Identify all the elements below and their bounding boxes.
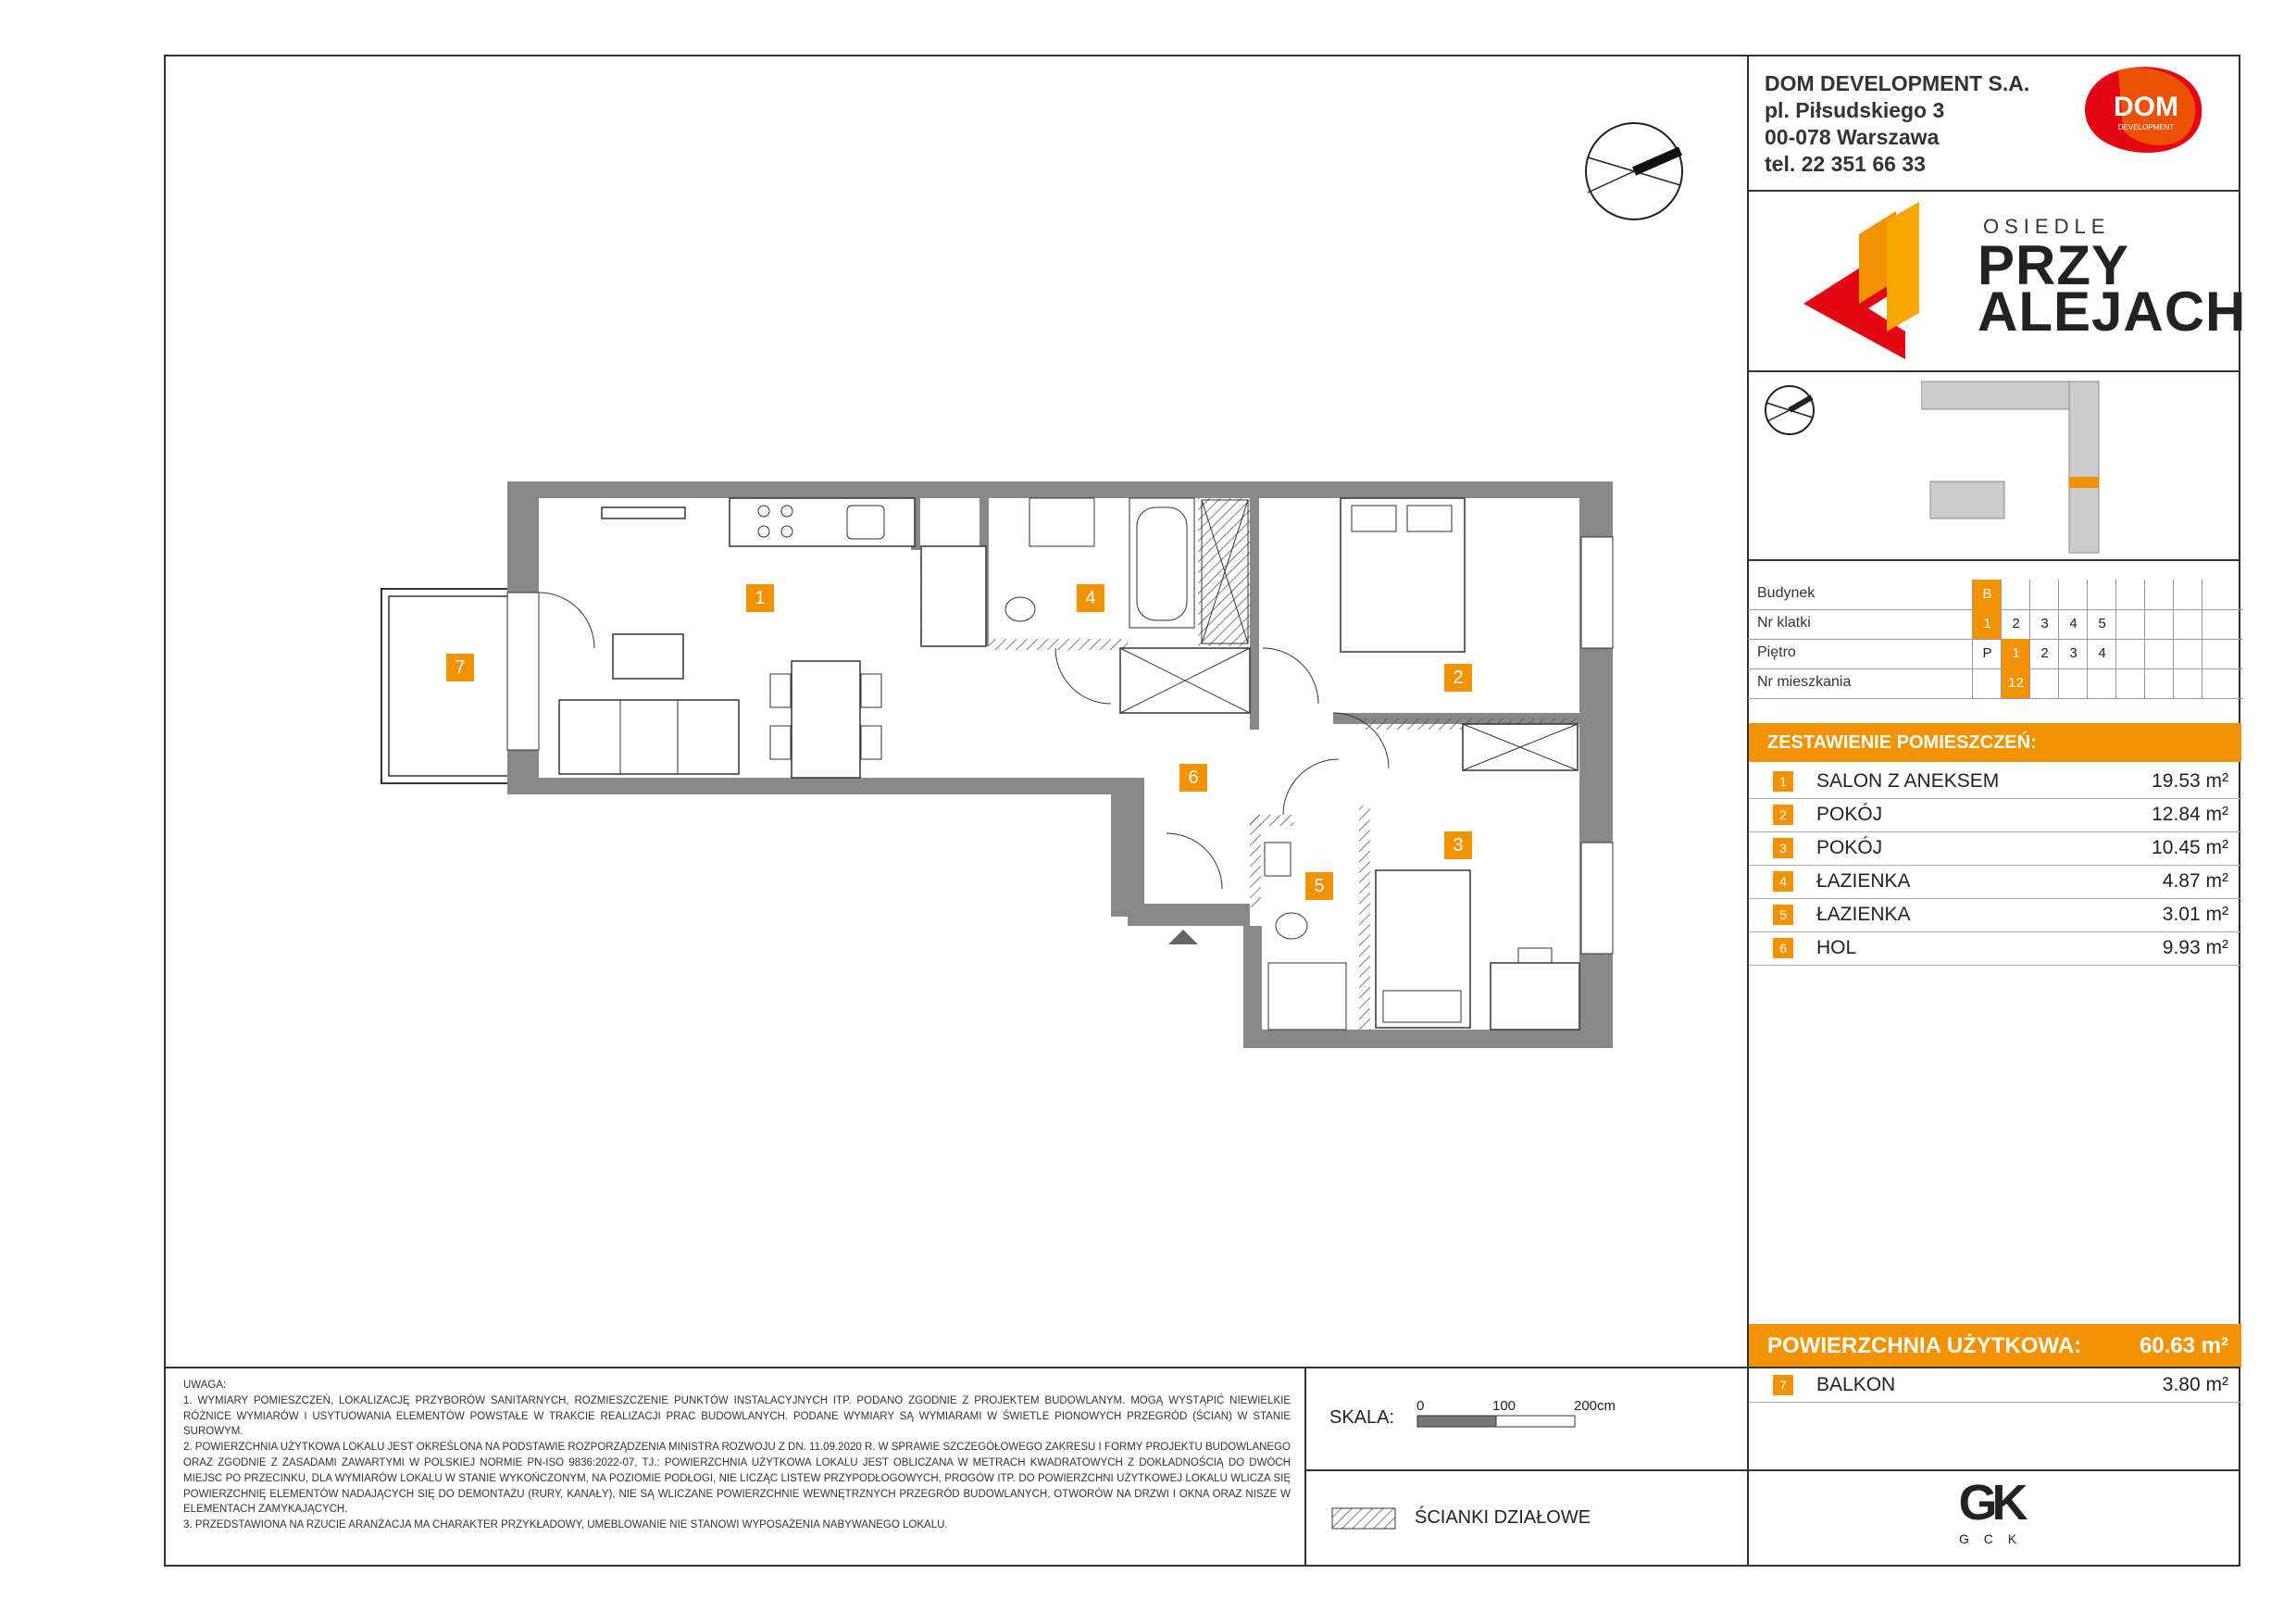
plan-label-6: 6 — [1179, 764, 1207, 792]
scale-tick-200: 200cm — [1574, 1398, 1616, 1414]
empty-cell — [2087, 580, 2116, 609]
note-2: 2. POWIERZCHNIA UŻYTKOWA LOKALU JEST OKREŚLONA NA PODSTAWIE ROZPORZĄDZENIA MINISTRA ROZWOJU Z DN. 11.09.2020 R. W SPRAWIE SZCZEGÓŁOWEGO ZAKRESU I FORMY PROJEKTU BUDOWLANEGO ORAZ ZGODNIE Z ZASADAMI ZAWARTYMI W POLSKIEJ NORMIE PN-ISO 9836:2022-07, TJ.: POWIERZCHNIA UŻYTKOWA LOKALU JEST OBLICZANA W METRACH KWADRATOWYCH Z DOKŁADNOŚCIĄ DO DWÓCH MIEJSC PO PRZECINKU, DLA WYMIARÓW LOKALU W STANIE WYKOŃCZONYM, NA POZIOMIE PODŁOGI, NIE LICZĄC LISTEW PRZYPODŁOGOWYCH, PROGÓW ITP. DO POWIERZCHNI UŻYTKOWEJ LOKALU WLICZA SIĘ POWIERZCHNIĘ ELEMENTÓW NADAJĄCYCH SIĘ DO DEMONTAŻU (RURY, KANAŁY), NIE SĄ WLICZANE POWIERZCHNIE WEWNĘTRZNYCH PRZEGRÓD BUDOWLANYCH, OTWORÓW NA DRZWI I OKNA ORAZ NISZE W ELEMENTACH ZAMYKAJĄCYCH. — [183, 1442, 1291, 1516]
room-badge: 4 — [1773, 871, 1793, 892]
empty-cell — [2001, 580, 2030, 609]
empty-cell — [2144, 639, 2174, 668]
empty-cell — [2144, 580, 2174, 609]
empty-cell — [2115, 609, 2145, 639]
notes-title: UWAGA: — [183, 1380, 227, 1391]
empty-cell — [2173, 668, 2202, 698]
walls-legend-label: ŚCIANKI DZIAŁOWE — [1415, 1507, 1591, 1528]
empty-cell — [2115, 668, 2145, 698]
room-name: HOL — [1816, 937, 1857, 958]
room-row — [1749, 898, 2241, 932]
room-name: BALKON — [1816, 1374, 1896, 1395]
total-area-bar — [1749, 1324, 2241, 1367]
scale-tick-100: 100 — [1492, 1398, 1516, 1414]
gck-mark: GK — [1958, 1475, 2023, 1530]
scale-bar — [1416, 1415, 1576, 1428]
stair-cell-4: 4 — [2058, 609, 2088, 639]
company-street: pl. Piłsudskiego 3 — [1765, 98, 1945, 122]
notes-block — [183, 1378, 1291, 1533]
room-area: 10.45 m² — [2152, 837, 2228, 858]
info-row-floor — [1748, 639, 2242, 669]
room-area: 3.80 m² — [2162, 1374, 2228, 1395]
room-row — [1749, 798, 2241, 832]
note-1: 1. WYMIARY POMIESZCZEŃ, LOKALIZACJĘ PRZYBORÓW SANITARNYCH, ROZMIESZCZENIE PUNKTÓW INSTALACYJNYCH ITP. PODANO ZGODNIE Z PROJEKTEM BUDOWLANYM. MOGĄ WYSTĄPIĆ NIEWIELKIE RÓŻNICE WYMIARÓW I USYTUOWANIA ELEMENTÓW POWSTAŁE W TRAKCIE REALIZACJI PRAC BUDOWLANYCH. PODANE WYMIARY SĄ WYMIARAMI W ŚWIETLE PIONOWYCH PRZEGRÓD (ŚCIAN) W STANIE SUROWYM. — [183, 1394, 1291, 1438]
room-badge: 1 — [1773, 771, 1793, 792]
empty-cell — [2202, 609, 2231, 639]
stair-cell-2: 2 — [2001, 609, 2030, 639]
empty-cell — [2087, 668, 2116, 698]
empty-cell — [2173, 580, 2202, 609]
room-name: POKÓJ — [1816, 837, 1883, 858]
empty-cell — [2173, 639, 2202, 668]
company-phone: tel. 22 351 66 33 — [1765, 152, 1926, 176]
rooms-heading — [1749, 723, 2241, 762]
note-3: 3. PRZEDSTAWIONA NA RZUCIE ARANŻACJA MA CHARAKTER PRZYKŁADOWY, UMEBLOWANIE NIE STANOWI WYPOSAŻENIA NABYWANEGO LOKALU. — [183, 1519, 948, 1531]
building-label: Budynek — [1757, 585, 1816, 601]
scale-sep — [1304, 1469, 2240, 1471]
room-row — [1749, 865, 2241, 899]
room-area: 4.87 m² — [2162, 870, 2228, 892]
plan-label-1: 1 — [746, 584, 774, 612]
room-badge: 7 — [1773, 1375, 1793, 1395]
floor-label: Piętro — [1757, 644, 1796, 660]
stair-label: Nr klatki — [1757, 615, 1811, 631]
room-name: SALON Z ANEKSEM — [1816, 770, 2000, 792]
site-plan-map — [1921, 380, 2106, 560]
room-badge: 2 — [1773, 805, 1793, 825]
empty-cell — [2173, 609, 2202, 639]
empty-cell — [2144, 668, 2174, 698]
plan-label-4: 4 — [1077, 584, 1104, 612]
plan-label-7: 7 — [446, 654, 474, 681]
brand-line-2: PRZY — [1978, 234, 2130, 296]
osiedle-logo-mark — [1803, 202, 1970, 359]
empty-cell — [2202, 668, 2231, 698]
company-name: DOM DEVELOPMENT S.A. — [1765, 71, 2030, 95]
empty-cell — [2144, 609, 2174, 639]
dom-development-logo — [2081, 65, 2211, 157]
dom-logo-subtext: DEVELOPMENT — [2117, 123, 2175, 131]
brand-line-1: OSIEDLE — [1983, 215, 2111, 238]
room-badge: 5 — [1773, 905, 1793, 925]
scale-tick-0: 0 — [1416, 1398, 1425, 1414]
panel-sep-1 — [1747, 190, 2240, 192]
apartment-plan — [375, 477, 1634, 1051]
notes-divider — [1304, 1367, 1306, 1567]
total-area-label: POWIERZCHNIA UŻYTKOWA: — [1767, 1333, 2082, 1358]
brand-line-3: ALEJACH — [1978, 281, 2247, 343]
stair-cell-1: 1 — [1972, 609, 2002, 639]
north-arrow-icon — [1583, 120, 1685, 222]
plan-label-2: 2 — [1444, 664, 1472, 692]
company-address — [1765, 70, 2029, 178]
unit-cell: 12 — [2001, 668, 2030, 698]
building-cell: B — [1972, 580, 2002, 609]
panel-sep-2 — [1747, 370, 2240, 372]
plan-label-3: 3 — [1444, 831, 1472, 859]
floor-cell-p: P — [1972, 639, 2002, 668]
room-badge: 6 — [1773, 938, 1793, 958]
scale-label: SKALA: — [1329, 1407, 1395, 1428]
total-area-value: 60.63 m² — [2139, 1333, 2228, 1358]
floor-cell-2: 2 — [2029, 639, 2059, 668]
room-name: POKÓJ — [1816, 804, 1883, 825]
info-row-building — [1748, 580, 2242, 610]
plan-label-5: 5 — [1305, 872, 1333, 900]
empty-cell — [2202, 580, 2231, 609]
empty-cell — [2115, 580, 2145, 609]
site-compass-icon — [1764, 384, 1816, 436]
room-area: 19.53 m² — [2152, 770, 2228, 792]
room-row — [1749, 831, 2241, 866]
info-row-unit — [1748, 668, 2242, 699]
info-row-stair — [1748, 609, 2242, 640]
empty-cell — [2058, 580, 2088, 609]
dom-logo-text: DOM — [2114, 92, 2178, 122]
room-name: ŁAZIENKA — [1816, 904, 1911, 925]
floor-cell-1: 1 — [2001, 639, 2030, 668]
gck-letters: G C K — [1958, 1531, 2023, 1546]
company-city: 00-078 Warszawa — [1765, 125, 1940, 149]
room-area: 3.01 m² — [2162, 904, 2228, 925]
room-badge: 3 — [1773, 838, 1793, 858]
stair-cell-5: 5 — [2087, 609, 2116, 639]
room-area: 12.84 m² — [2152, 804, 2228, 825]
room-row — [1749, 931, 2241, 966]
empty-cell — [2202, 639, 2231, 668]
empty-cell — [1972, 668, 2002, 698]
floor-cell-3: 3 — [2058, 639, 2088, 668]
empty-cell — [2029, 580, 2059, 609]
floor-cell-4: 4 — [2087, 639, 2116, 668]
hatch-legend-icon — [1331, 1507, 1396, 1530]
room-name: ŁAZIENKA — [1816, 870, 1911, 892]
rooms-heading-text: ZESTAWIENIE POMIESZCZEŃ: — [1767, 732, 2037, 753]
stair-cell-3: 3 — [2029, 609, 2059, 639]
unit-label: Nr mieszkania — [1757, 674, 1852, 690]
empty-cell — [2058, 668, 2088, 698]
gck-logo — [1944, 1474, 2037, 1546]
empty-cell — [2029, 668, 2059, 698]
empty-cell — [2115, 639, 2145, 668]
room-row — [1749, 765, 2241, 799]
room-area: 9.93 m² — [2162, 937, 2228, 958]
balcony-row — [1749, 1368, 2241, 1403]
